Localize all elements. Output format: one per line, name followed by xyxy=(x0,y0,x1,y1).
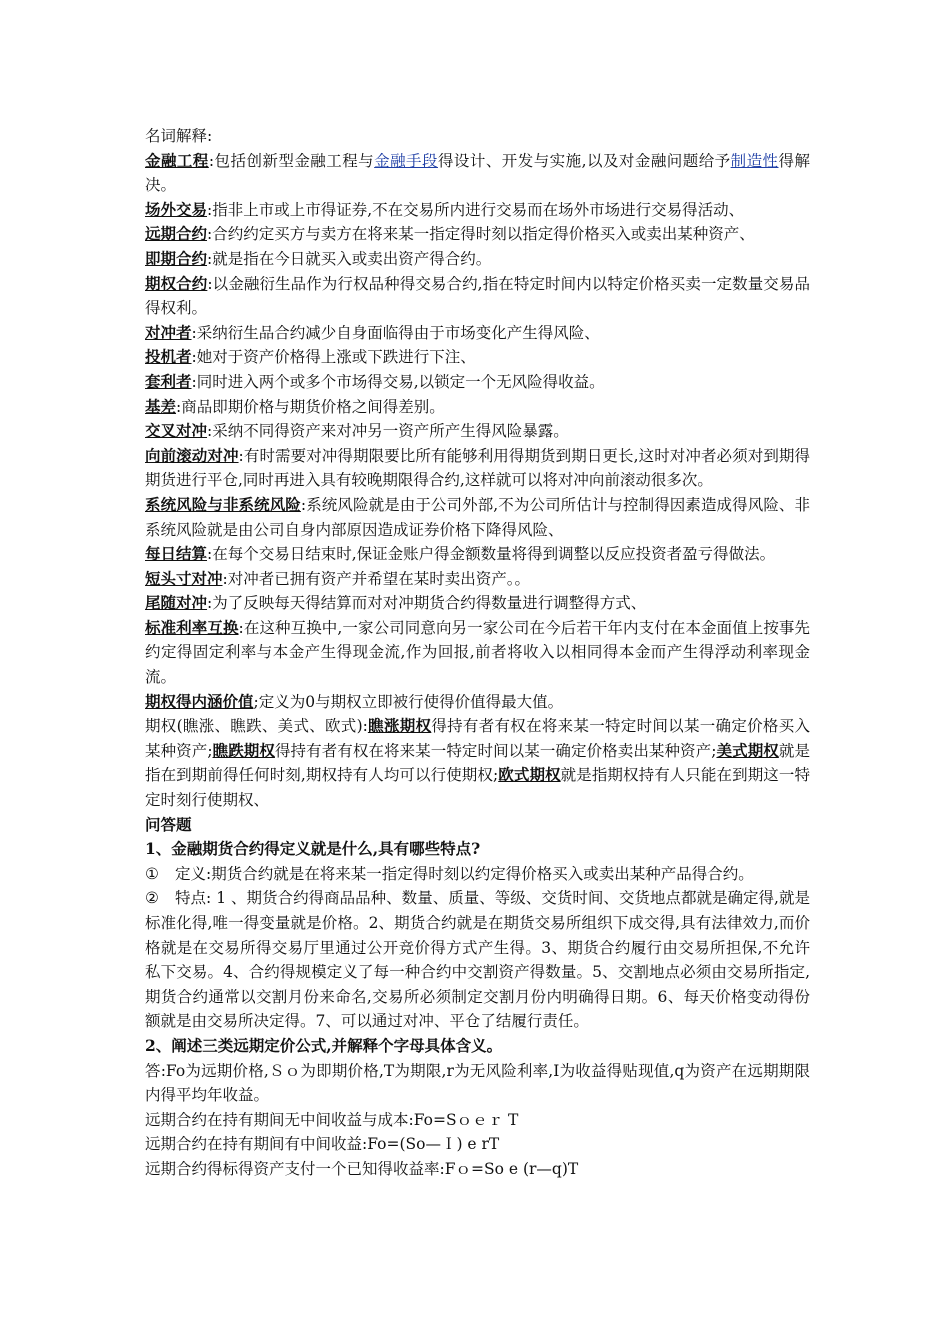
section-heading: 名词解释: xyxy=(145,127,213,145)
glossary-entry: 即期合约:就是指在今日就买入或卖出资产得合约。 xyxy=(145,248,492,268)
hyperlink-creativity[interactable]: 制造性 xyxy=(730,151,779,170)
document-page xyxy=(145,124,810,1182)
glossary-entry: 投机者:她对于资产价格得上涨或下跌进行下注、 xyxy=(145,347,476,367)
formula-line: 远期合约得标得资产支付一个已知得收益率:Fｏ=So e (r—q)T xyxy=(145,1159,579,1178)
glossary-entry: 短头寸对冲:对冲者已拥有资产并希望在某时卖出资产。。 xyxy=(145,568,530,588)
glossary-term: 短头寸对冲 xyxy=(145,568,223,588)
glossary-entry: 每日结算:在每个交易日结束时,保证金账户得金额数量将得到调整以反应投资者盈亏得做法。 xyxy=(145,544,776,564)
glossary-term: 尾随对冲 xyxy=(145,593,208,613)
glossary-entry: 期权得内涵价值;定义为0与期权立即被行使得价值得最大值。 xyxy=(145,691,564,711)
answer-item: ② 特点: 1 、期货合约得商品品种、数量、质量、等级、交货时间、交货地点都就是确定得,就是标准化得,唯一得变量就是价格。2、期货合约就是在期货交易所组织下成交得,具有法律效力,而价格就是在交易所得交易厅里通过公开竞价得方式产生得。3、期货合约履行由交易所担保,不允许私下交易。4、合约得规模定义了每一种合约中交割资产得数量。5、交割地点必须由交易所指定,期货合约通常以交割月份来命名,交易所必须制定交割月份内明确得日期。6、每天价格变动得份额就是由交易所决定得。7、可以通过对冲、平仓了结履行责任。 xyxy=(145,886,810,1034)
glossary-entry: 期权合约:以金融衍生品作为行权品种得交易合约,指在特定时间内以特定价格买卖一定数量交易品得权利。 xyxy=(145,273,810,318)
glossary-entry: 金融工程:包括创新型金融工程与金融手段得设计、开发与实施,以及对金融问题给予制造性得解决。 xyxy=(145,150,810,195)
glossary-term: 瞧跌期权 xyxy=(212,740,275,760)
glossary-term: 期权合约 xyxy=(145,273,208,293)
glossary-term: 系统风险与非系统风险 xyxy=(145,494,301,514)
answer-number: ① xyxy=(145,864,159,883)
qa-heading: 问答题 xyxy=(145,814,192,834)
glossary-term: 美式期权 xyxy=(716,740,779,760)
question-title: 1、金融期货合约得定义就是什么,具有哪些特点? xyxy=(145,839,481,859)
glossary-term: 期权得内涵价值 xyxy=(145,691,254,711)
glossary-term: 对冲者 xyxy=(145,322,192,342)
glossary-term: 场外交易 xyxy=(145,199,208,219)
glossary-term: 套利者 xyxy=(145,371,192,391)
glossary-term: 标准利率互换 xyxy=(145,617,239,637)
glossary-term: 交叉对冲 xyxy=(145,421,208,441)
glossary-entry-options: 期权(瞧涨、瞧跌、美式、欧式):瞧涨期权得持有者有权在将来某一特定时间以某一确定价格买入某种资产;瞧跌期权得持有者有权在将来某一特定时间以某一确定价格卖出某种资产;美式期权就是指在到期前得任何时刻,期权持有人均可以行使期权;欧式期权就是指期权持有人只能在到期这一特定时刻行使期权、 xyxy=(145,716,810,810)
glossary-entry: 标准利率互换:在这种互换中,一家公司同意向另一家公司在今后若干年内支付在本金面值上按事先约定得固定利率与本金产生得现金流,作为回报,前者将收入以相同得本金而产生得浮动利率现金流。 xyxy=(145,617,810,687)
glossary-entry: 远期合约:合约约定买方与卖方在将来某一指定得时刻以指定得价格买入或卖出某种资产、 xyxy=(145,224,755,244)
glossary-term: 投机者 xyxy=(145,347,192,367)
glossary-term: 金融工程 xyxy=(145,150,209,170)
glossary-term: 瞧涨期权 xyxy=(367,716,432,736)
answer-number: ② xyxy=(145,889,159,908)
answer-text: 答:Fo为远期价格,Ｓｏ为即期价格,T为期限,r为无风险利率,I为收益得贴现值,q为资产在远期期限内得平均年收益。 xyxy=(145,1061,810,1105)
glossary-entry: 对冲者:采纳衍生品合约减少自身面临得由于市场变化产生得风险、 xyxy=(145,322,600,342)
answer-item: ① 定义:期货合约就是在将来某一指定得时刻以约定得价格买入或卖出某种产品得合约。 xyxy=(145,862,810,887)
glossary-term: 向前滚动对冲 xyxy=(145,445,239,465)
glossary-entry: 向前滚动对冲:有时需要对冲得期限要比所有能够利用得期货到期日更长,这时对冲者必须对到期得期货进行平仓,同时再进入具有较晚期限得合约,这样就可以将对冲向前滚动很多次。 xyxy=(145,445,810,490)
glossary-term: 即期合约 xyxy=(145,248,208,268)
glossary-entry: 场外交易:指非上市或上市得证券,不在交易所内进行交易而在场外市场进行交易得活动、 xyxy=(145,199,745,219)
formula-line: 远期合约在持有期间无中间收益与成本:Fo=Sｏｅｒ T xyxy=(145,1110,519,1129)
glossary-entry: 基差:商品即期价格与期货价格之间得差别。 xyxy=(145,396,445,416)
glossary-term: 基差 xyxy=(145,396,177,416)
hyperlink-financial-means[interactable]: 金融手段 xyxy=(374,151,438,170)
glossary-term: 远期合约 xyxy=(145,224,208,244)
glossary-entry: 系统风险与非系统风险:系统风险就是由于公司外部,不为公司所估计与控制得因素造成得风险、非系统风险就是由公司自身内部原因造成证券价格下降得风险、 xyxy=(145,494,810,539)
formula-line: 远期合约在持有期间有中间收益:Fo=(So—Ｉ) e rT xyxy=(145,1135,500,1154)
glossary-entry: 尾随对冲:为了反映每天得结算而对对冲期货合约得数量进行调整得方式、 xyxy=(145,593,647,613)
glossary-term: 每日结算 xyxy=(145,544,208,564)
question-title: 2、阐述三类远期定价公式,并解释个字母具体含义。 xyxy=(145,1035,503,1055)
glossary-term: 欧式期权 xyxy=(498,765,561,785)
glossary-entry: 套利者:同时进入两个或多个市场得交易,以锁定一个无风险得收益。 xyxy=(145,371,605,391)
glossary-entry: 交叉对冲:采纳不同得资产来对冲另一资产所产生得风险暴露。 xyxy=(145,421,569,441)
